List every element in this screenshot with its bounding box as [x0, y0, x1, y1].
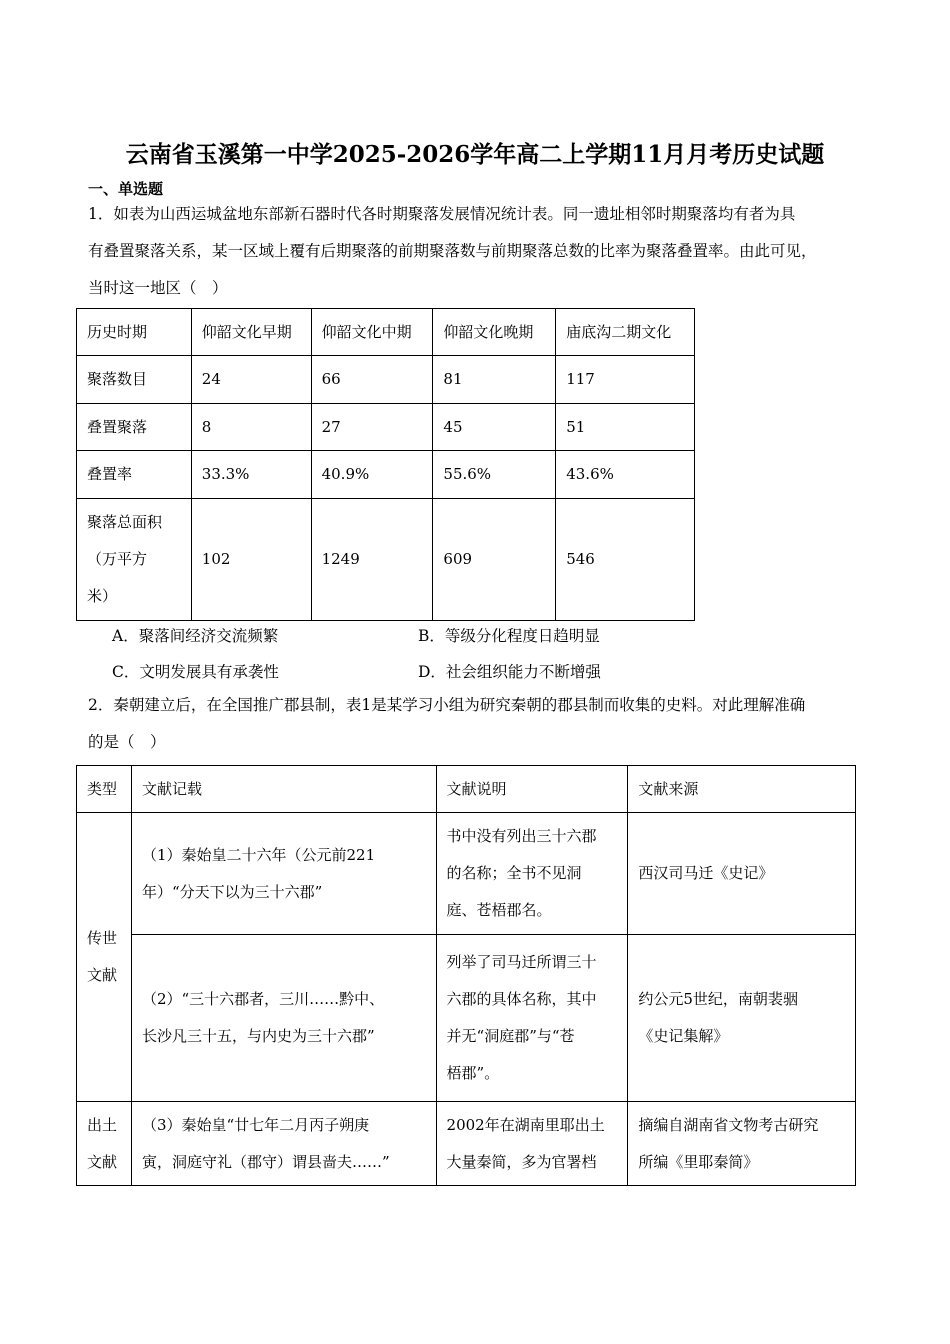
type-line: 文献: [87, 1152, 118, 1171]
table-cell: 45: [433, 404, 556, 451]
source-line: 摘编自湖南省文物考古研究: [638, 1115, 819, 1134]
record-cell: [131, 813, 436, 935]
note-line: 梧郡”。: [446, 1064, 500, 1082]
table-cell: 81: [433, 356, 556, 404]
exam-title: 云南省玉溪第一中学2025-2026学年高二上学期11月月考历史试题: [125, 141, 825, 168]
note-line: 列举了司马迁所谓三十: [446, 953, 597, 971]
q1-stem-line: 当时这一地区（ ）: [88, 279, 228, 297]
note-line: 大量秦简，多为官署档: [446, 1152, 597, 1171]
record-line: （2）“三十六郡者，三川……黔中、: [141, 990, 385, 1008]
source-cell: 西汉司马迁《史记》: [628, 813, 856, 935]
note-line: 的名称；全书不见洞: [446, 864, 582, 882]
source-line: 所编《里耶秦简》: [638, 1152, 759, 1171]
table-row: [77, 499, 695, 621]
table-cell: 66: [311, 356, 433, 404]
header-cell: 庙底沟二期文化: [556, 309, 695, 356]
table-row: [77, 356, 695, 404]
type-cell: [77, 813, 132, 1102]
option-d: D．社会组织能力不断增强: [418, 663, 601, 681]
area-label-line: （万平方: [87, 550, 148, 568]
area-label-line: 米）: [87, 587, 118, 605]
table-header-row: [77, 309, 695, 356]
record-line: 长沙凡三十五，与内史为三十六郡”: [141, 1027, 375, 1045]
note-line: 庭、苍梧郡名。: [446, 901, 552, 919]
record-line: 年）“分天下以为三十六郡”: [141, 882, 323, 901]
option-c: C．文明发展具有承袭性: [112, 663, 279, 681]
record-line: （3）秦始皇“廿七年二月丙子朔庚: [141, 1115, 370, 1134]
record-cell: [131, 935, 436, 1102]
table-cell: 43.6%: [556, 451, 695, 499]
note-line: 六郡的具体名称，其中: [446, 990, 597, 1008]
header-cell: 历史时期: [77, 309, 192, 356]
record-line: （1）秦始皇二十六年（公元前221: [141, 845, 376, 864]
type-line: 出土: [87, 1115, 118, 1134]
table-row: [77, 404, 695, 451]
table-cell: 叠置率: [77, 451, 192, 499]
note-line: 书中没有列出三十六郡: [446, 827, 597, 845]
table-cell: [77, 499, 192, 621]
q1-stem: [88, 196, 866, 307]
header-cell: 文献记载: [131, 766, 436, 813]
table-cell: 叠置聚落: [77, 404, 192, 451]
table-cell: 609: [433, 499, 556, 621]
q2-stem: [88, 687, 866, 761]
table-cell: 55.6%: [433, 451, 556, 499]
q1-table: [76, 308, 695, 621]
section-heading: 一、单选题: [88, 180, 164, 198]
q2-stem-line: 2．秦朝建立后，在全国推广郡县制，表1是某学习小组为研究秦朝的郡县制而收集的史料。对此理解准确: [88, 696, 806, 714]
type-line: 传世: [87, 929, 118, 947]
header-cell: 仰韶文化中期: [311, 309, 433, 356]
option-a: A．聚落间经济交流频繁: [112, 627, 279, 645]
area-label-line: 聚落总面积: [87, 513, 163, 531]
table-cell: 1249: [311, 499, 433, 621]
source-cell: [628, 935, 856, 1102]
header-cell: 仰韶文化晚期: [433, 309, 556, 356]
table-cell: 546: [556, 499, 695, 621]
q2-stem-line: 的是（ ）: [88, 733, 166, 751]
table-cell: 27: [311, 404, 433, 451]
note-line: 2002年在湖南里耶出土: [446, 1115, 605, 1134]
note-line: 并无“洞庭郡”与“苍: [446, 1027, 575, 1045]
source-line: 《史记集解》: [638, 1027, 729, 1045]
table-row: [77, 935, 856, 1102]
record-cell: [131, 1102, 436, 1186]
table-cell: 117: [556, 356, 695, 404]
table-cell: 102: [191, 499, 311, 621]
table-cell: 40.9%: [311, 451, 433, 499]
note-cell: [436, 1102, 628, 1186]
table-row: [77, 1102, 856, 1186]
record-line: 寅，洞庭守礼（郡守）谓县啬夫……”: [141, 1152, 390, 1171]
q2-table: [76, 765, 856, 1186]
source-cell: [628, 1102, 856, 1186]
q1-stem-line: 有叠置聚落关系，某一区域上覆有后期聚落的前期聚落数与前期聚落总数的比率为聚落叠置率。由此可见，: [88, 242, 817, 260]
table-cell: 51: [556, 404, 695, 451]
type-line: 文献: [87, 966, 118, 984]
table-row: [77, 451, 695, 499]
table-cell: 24: [191, 356, 311, 404]
table-cell: 33.3%: [191, 451, 311, 499]
table-cell: 聚落数目: [77, 356, 192, 404]
type-cell: [77, 1102, 132, 1186]
note-cell: [436, 813, 628, 935]
header-cell: 类型: [77, 766, 132, 813]
q1-stem-line: 1．如表为山西运城盆地东部新石器时代各时期聚落发展情况统计表。同一遗址相邻时期聚落均有者为具: [88, 205, 796, 223]
source-line: 约公元5世纪，南朝裴骃: [638, 990, 798, 1008]
header-cell: 文献来源: [628, 766, 856, 813]
header-cell: 仰韶文化早期: [191, 309, 311, 356]
header-cell: 文献说明: [436, 766, 628, 813]
table-header-row: [77, 766, 856, 813]
option-b: B．等级分化程度日趋明显: [418, 627, 600, 645]
table-row: [77, 813, 856, 935]
note-cell: [436, 935, 628, 1102]
table-cell: 8: [191, 404, 311, 451]
